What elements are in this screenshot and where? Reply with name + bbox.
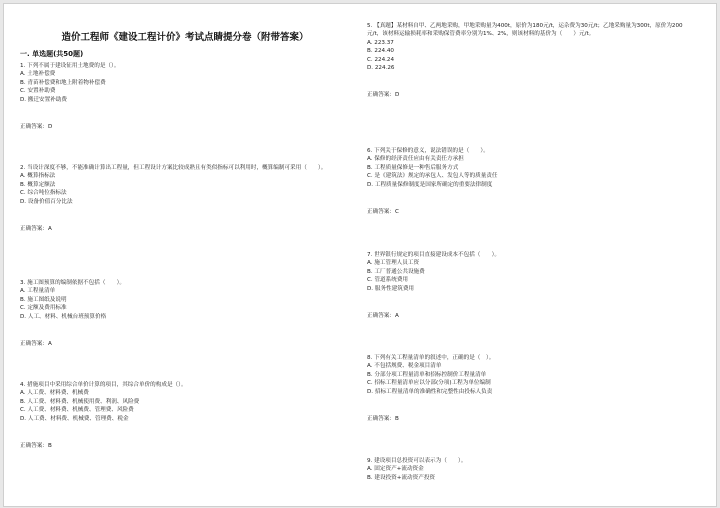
option-c: C. 管道系统费用 [367, 277, 409, 284]
answer-label: 正确答案：C [367, 209, 399, 216]
question-2 [20, 164, 350, 233]
option-a: A. 不包括规费、税金项目清单 [367, 363, 442, 370]
option-b: B. 概算定额法 [20, 181, 56, 188]
option-b: B. 施工图纸及说明 [20, 296, 67, 303]
option-d: D. 搬迁安置补助费 [20, 96, 68, 103]
question-stem: 4. 措施项目中采用综合单价计算的项目，其综合单价的构成是（）。 [20, 382, 187, 388]
question-stem: 1. 下列不属于建设征用土地费的是（）。 [20, 63, 120, 69]
question-stem: 5. 【真题】某材料自甲、乙两地采购，甲地采购量为400t，原价为180元/t，运杂费为30元/t；乙地采购量为300t，原价为200元/t，该材料运输损耗率和采购保管费率分别为1%、2%，则该材料的基价为（ ）元/t。 [367, 23, 683, 38]
option-c: C. 招标工程量清单应以分部(分项)工程为单位编制 [367, 380, 491, 387]
section-heading: 一. 单选题(共50题) [20, 50, 84, 58]
option-d: D. 招标工程量清单的准确性和完整性由投标人负责 [367, 388, 493, 395]
option-c: C. 224.24 [367, 56, 395, 63]
page-title: 造价工程师《建设工程计价》考试点睛提分卷（附带答案） [61, 32, 309, 43]
option-d: D. 设备价值百分比法 [20, 198, 73, 205]
question-8 [367, 354, 697, 423]
option-a: A. 固定资产+流动资金 [367, 466, 424, 473]
answer-label: 正确答案：A [20, 341, 52, 348]
answer-label: 正确答案：A [367, 313, 399, 320]
question-stem: 9. 建设项目总投资可以表示为（ ）。 [367, 458, 467, 464]
option-b: B. 人工费、材料费、机械使用费、利润、风险费 [20, 398, 140, 405]
option-b: B. 工程质量保修是一种售后服务方式 [367, 164, 459, 171]
option-c: C. 综合吨位指标法 [20, 190, 67, 197]
option-b: B. 工厂普通公共设施费 [367, 268, 425, 275]
answer-label: 正确答案：B [20, 443, 52, 450]
question-stem: 8. 下列有关工程量清单的叙述中，正确的是（ ）。 [367, 355, 495, 361]
option-a: A. 223.37 [367, 39, 394, 46]
question-stem: 6. 下列关于保修的意义，说法错误的是（ ）。 [367, 148, 489, 154]
answer-label: 正确答案：B [367, 416, 399, 423]
answer-label: 正确答案：D [20, 124, 53, 131]
answer-label: 正确答案：A [20, 226, 52, 233]
question-stem: 7. 世界银行规定的项目直接建设成本不包括（ ）。 [367, 252, 500, 258]
option-b: B. 青苗补偿费和地上附着物补偿费 [20, 79, 106, 86]
option-d: D. 工程质量保修制度是国家所确定的重要法律制度 [367, 181, 493, 188]
option-a: A. 保修的经济责任应由有关责任方承担 [367, 156, 464, 163]
option-a: A. 概算指标法 [20, 173, 56, 180]
question-4 [20, 381, 350, 450]
answer-label: 正确答案：D [367, 92, 400, 99]
option-b: B. 建设投资+流动资产投资 [367, 474, 436, 481]
option-d: D. 服务性建筑费用 [367, 285, 415, 292]
option-b: B. 224.40 [367, 48, 394, 55]
option-d: D. 224.26 [367, 65, 395, 72]
option-a: A. 土地补偿费 [20, 71, 56, 78]
option-d: D. 人工费、材料费、机械费、管理费、税金 [20, 415, 129, 422]
question-3 [20, 279, 350, 348]
question-7 [367, 251, 697, 320]
option-a: A. 人工费、材料费、机械费 [20, 390, 89, 397]
option-a: A. 施工管理人员工资 [367, 260, 420, 267]
option-c: C. 定额及费用标准 [20, 305, 67, 312]
option-c: C. 人工费、材料费、机械费、管理费、风险费 [20, 407, 134, 414]
question-5 [367, 22, 697, 100]
question-stem: 3. 施工图预算的编制依据不包括（ ）。 [20, 280, 126, 286]
exam-page [3, 3, 717, 507]
question-stem: 2. 当设计深度不够，不能准确计算出工程量，但工程设计方案比较成熟且有类似指标可以利用时，概算编制可采用（ ）。 [20, 165, 327, 171]
question-9 [367, 457, 697, 482]
option-d: D. 人工、材料、机械台班预算价格 [20, 313, 107, 320]
option-b: B. 分部分项工程量清单和招标控制价工程量清单 [367, 371, 487, 378]
option-a: A. 工程量清单 [20, 288, 56, 295]
option-c: C. 是《建筑法》规定的承包人、发包人等的质量责任 [367, 173, 498, 180]
question-6 [367, 147, 697, 216]
option-c: C. 安置补助费 [20, 88, 56, 95]
question-1 [20, 62, 350, 131]
